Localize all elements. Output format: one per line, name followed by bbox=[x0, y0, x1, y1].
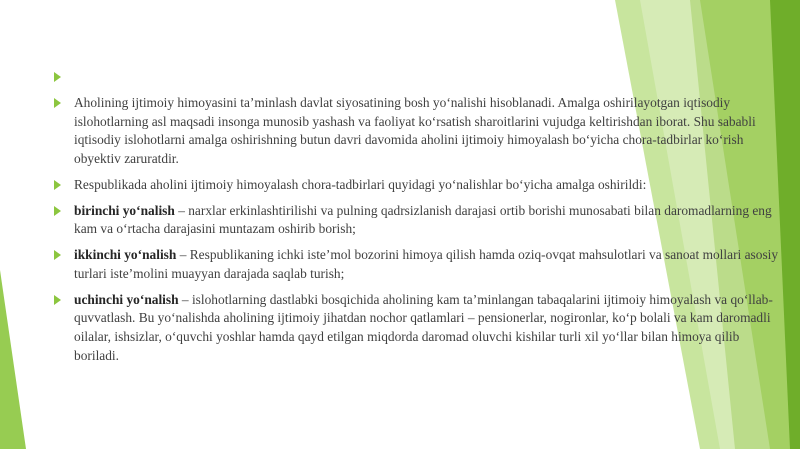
paragraph-text: – narxlar erkinlashtirilishi va pulning qadrsizlanish darajasi ortib borishi munosabati bilan daromadlarning eng kam va o‘rtacha darajasini muntazam oshirib borish; bbox=[74, 202, 772, 237]
bullet-paragraph bbox=[54, 202, 784, 239]
bullet-arrow-icon bbox=[54, 206, 61, 216]
direction-title: uchinchi yo‘nalish bbox=[74, 291, 179, 307]
direction-title: ikkinchi yo‘nalish bbox=[74, 247, 177, 263]
left-accent-shape bbox=[0, 270, 26, 449]
bullet-arrow-icon bbox=[54, 250, 61, 260]
slide-body bbox=[54, 68, 784, 373]
paragraph-text: Respublikada aholini ijtimoiy himoyalash chora-tadbirlari quyidagi yo‘nalishlar bo‘yicha amalga oshirildi: bbox=[74, 176, 647, 192]
direction-title: birinchi yo‘nalish bbox=[74, 202, 175, 218]
bullet-arrow-icon bbox=[54, 72, 61, 82]
bullet-paragraph bbox=[54, 246, 784, 283]
bullet-paragraph bbox=[54, 94, 784, 168]
paragraph-text: – islohotlarning dastlabki bosqichida aholining kam ta’minlangan tabaqalarini ijtimoiy himoyalash va qo‘llab-quvvatlash. Bu yo‘nalishda aholining ijtimoiy jihatdan nochor qatlamlari – pensionerlar, nogironlar, ko‘p bolali va kam daromadli oilalar, ishsizlar, o‘quvchi yoshlar hamda qayd etilgan miqdorda daromad oluvchi kishilar turli xil yo‘llar bilan himoya qilib boriladi. bbox=[74, 291, 773, 363]
bullet-paragraph bbox=[54, 291, 784, 365]
bullet-arrow-icon bbox=[54, 295, 61, 305]
bullet-paragraph bbox=[54, 176, 784, 195]
paragraph-text: Aholining ijtimoiy himoyasini ta’minlash davlat siyosatining bosh yo‘nalishi hisoblanadi. Amalga oshirilayotgan iqtisodiy islohotlarning asl maqsadi insonga munosib yashash va faoliyat ko‘rsatish sharoitlarini vujudga keltirishdan iborat. Shu sababli iqtisodiy islohotlarni amalga oshirishning butun davri davomida aholini ijtimoiy himoyalash bo‘yicha chora-tadbirlar ko‘rish obyektiv zaruratdir. bbox=[74, 94, 756, 166]
paragraph-text: – Respublikaning ichki iste’mol bozorini himoya qilish hamda oziq-ovqat mahsulotlari va sanoat mollari asosiy turlari iste’molini muayyan darajada saqlab turish; bbox=[74, 247, 779, 281]
bullet-arrow-icon bbox=[54, 98, 61, 108]
empty-bullet bbox=[54, 68, 784, 87]
bullet-arrow-icon bbox=[54, 180, 61, 190]
